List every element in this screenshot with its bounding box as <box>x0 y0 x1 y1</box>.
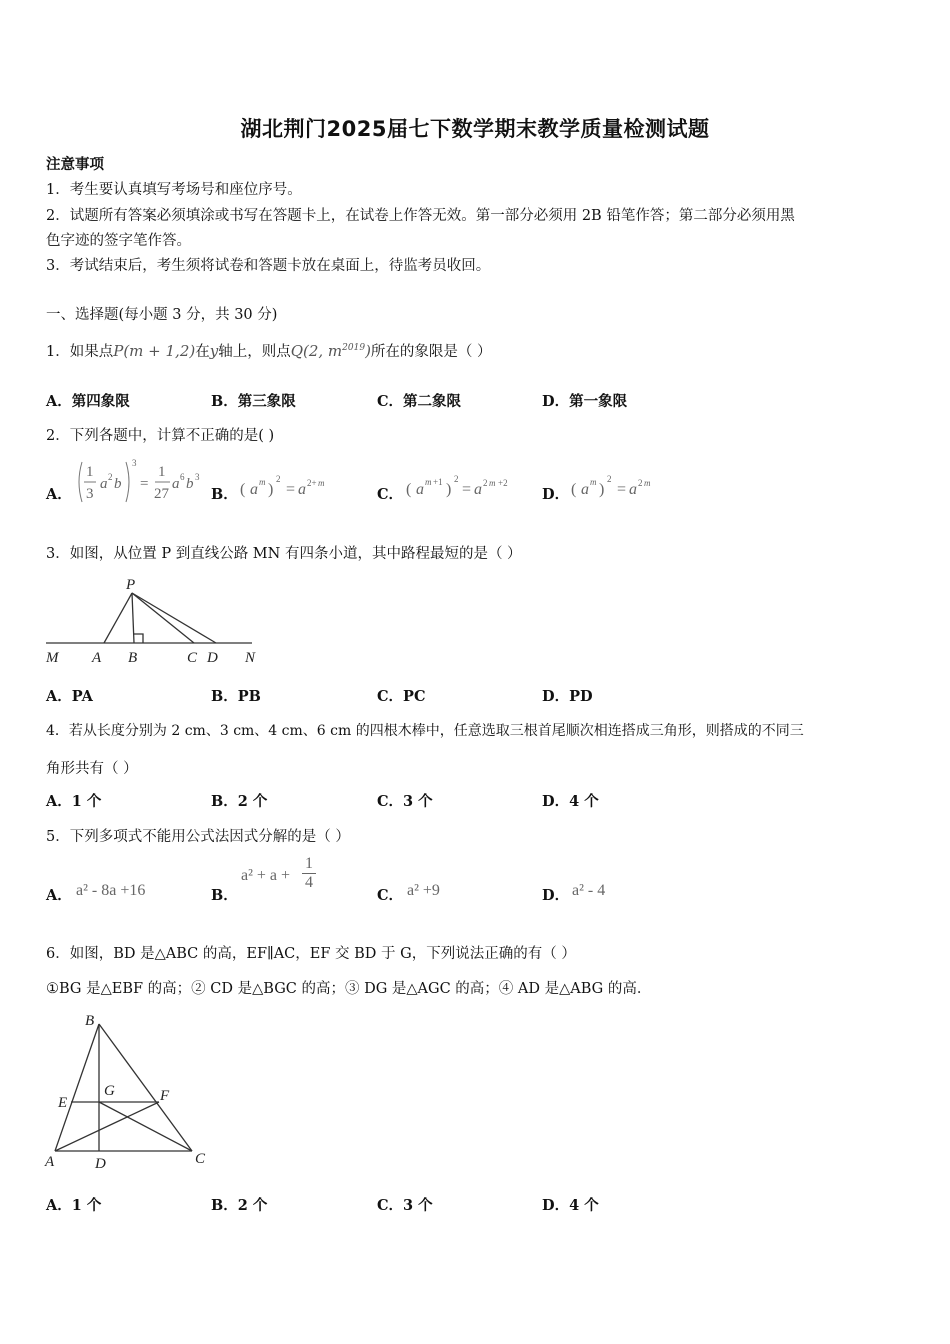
q5-option-b-fraction: 1 4 <box>302 855 316 892</box>
q1-pre: 如果点 <box>69 344 114 360</box>
svg-text:a: a <box>474 481 482 498</box>
page-title: 湖北荆门2025届七下数学期末教学质量检测试题 <box>240 117 710 141</box>
q4-option-c[interactable]: C．3 个 <box>377 793 433 810</box>
q6-option-c[interactable]: C．3 个 <box>377 1197 433 1214</box>
notice-item-2: 2．试题所有答案必须填涂或书写在答题卡上，在试卷上作答无效。第一部分必须用 2B 铅笔作答；第二部分必须用黑 <box>46 208 795 224</box>
q5-option-b-label[interactable]: B． <box>211 887 238 904</box>
q2-option-a-label[interactable]: A． <box>46 486 72 503</box>
question-2: 2．下列各题中，计算不正确的是( ) <box>46 428 275 444</box>
svg-text:2: 2 <box>108 472 113 482</box>
question-4-line-2: 角形共有（ ） <box>46 761 138 777</box>
q2-option-b-label[interactable]: B． <box>211 486 238 503</box>
q5-option-d-label[interactable]: D． <box>542 887 570 904</box>
notice-item-1: 1．考生要认真填写考场号和座位序号。 <box>46 182 302 198</box>
q5-option-d-expr: a² - 4 <box>572 882 606 899</box>
q3-option-c[interactable]: C．PC <box>377 688 426 705</box>
q6-option-a[interactable]: A．1 个 <box>46 1197 102 1214</box>
svg-text:a: a <box>100 476 108 492</box>
q1-option-d[interactable]: D．第一象限 <box>542 393 628 410</box>
fig3-label-m: M <box>46 650 59 666</box>
svg-text:6: 6 <box>180 472 185 482</box>
q4-option-b[interactable]: B．2 个 <box>211 793 268 810</box>
question-5: 5．下列多项式不能用公式法因式分解的是（ ） <box>46 829 350 845</box>
q1-post: 所在的象限是（ ） <box>370 344 492 360</box>
question-1 <box>46 340 492 361</box>
q1-axis: y <box>209 342 219 360</box>
svg-text:3: 3 <box>86 486 94 502</box>
svg-text:(: ( <box>571 481 577 498</box>
q1-number: 1． <box>46 344 70 360</box>
q5-option-a-expr: a² - 8a +16 <box>76 882 146 899</box>
notice-item-2-cont: 色字迹的签字笔作答。 <box>46 233 191 249</box>
fig3-label-b: B <box>128 650 138 666</box>
question-6-line-2: ①BG 是△EBF 的高；② CD 是△BGC 的高；③ DG 是△AGC 的高；④ AD 是△ABG 的高． <box>46 981 652 997</box>
svg-text:=: = <box>140 476 149 492</box>
svg-text:2: 2 <box>607 474 612 484</box>
fig3-label-d: D <box>207 650 218 666</box>
fig6-label-d: D <box>95 1156 106 1172</box>
fig6-label-a: A <box>45 1154 55 1170</box>
svg-text:(: ( <box>406 481 412 498</box>
fig6-label-e: E <box>58 1095 68 1111</box>
svg-text:a: a <box>581 481 589 498</box>
question-4-line-1: 4．若从长度分别为 2 cm、3 cm、4 cm、6 cm 的四根木棒中，任意选取三根首尾顺次相连搭成三角形，则搭成的不同三 <box>46 723 804 739</box>
question-3: 3．如图，从位置 P 到直线公路 MN 有四条小道，其中路程最短的是（ ） <box>46 546 522 562</box>
svg-text:=: = <box>286 481 296 498</box>
svg-text:2+: 2+ <box>307 478 317 488</box>
svg-text:b: b <box>114 476 122 492</box>
svg-text:3: 3 <box>132 458 137 468</box>
svg-text:2: 2 <box>638 478 643 488</box>
svg-text:a: a <box>250 481 258 498</box>
q1-point-q: Q(2, $m^{2019}$) <box>290 342 371 360</box>
q2-option-c-label[interactable]: C． <box>377 486 404 503</box>
q1-mid2: 轴上，则点 <box>218 344 291 360</box>
q3-option-b[interactable]: B．PB <box>211 688 261 705</box>
q2-option-d-expr <box>569 470 669 506</box>
svg-text:m: m <box>644 478 651 488</box>
q4-option-d[interactable]: D．4 个 <box>542 793 599 810</box>
fig6-label-b: B <box>85 1013 95 1029</box>
svg-text:m: m <box>259 477 266 487</box>
svg-text:27: 27 <box>154 486 169 502</box>
q4-option-a[interactable]: A．1 个 <box>46 793 102 810</box>
svg-text:3: 3 <box>195 472 200 482</box>
svg-text:1: 1 <box>86 464 94 480</box>
fig3-label-p: P <box>126 577 136 593</box>
q1-option-a[interactable]: A．第四象限 <box>46 393 130 410</box>
svg-text:2: 2 <box>276 474 281 484</box>
q1-mid: 在 <box>195 344 210 360</box>
q1-point-p: P(m + 1,2) <box>113 342 196 360</box>
fig6-label-g: G <box>104 1083 115 1099</box>
svg-text:=: = <box>462 481 472 498</box>
fig6-label-f: F <box>160 1088 170 1104</box>
svg-text:m: m <box>489 478 496 488</box>
svg-text:(: ( <box>240 481 246 498</box>
svg-text:a: a <box>629 481 637 498</box>
svg-text:a: a <box>298 481 306 498</box>
fig3-label-c: C <box>187 650 198 666</box>
svg-text:): ) <box>268 481 274 498</box>
q6-figure <box>42 1008 217 1180</box>
svg-text:b: b <box>186 476 194 492</box>
q6-option-b[interactable]: B．2 个 <box>211 1197 268 1214</box>
q1-option-b[interactable]: B．第三象限 <box>211 393 296 410</box>
q6-option-d[interactable]: D．4 个 <box>542 1197 599 1214</box>
svg-text:+2: +2 <box>498 478 508 488</box>
svg-text:=: = <box>617 481 627 498</box>
q2-option-c-expr <box>404 470 524 506</box>
notice-item-3: 3．考试结束后，考生须将试卷和答题卡放在桌面上，待监考员收回。 <box>46 258 491 274</box>
svg-text:): ) <box>599 481 605 498</box>
q3-figure <box>44 574 269 673</box>
q2-option-d-label[interactable]: D． <box>542 486 570 503</box>
fig3-label-n: N <box>245 650 256 666</box>
svg-text:a: a <box>416 481 424 498</box>
q5-option-b-expr: a² + a + <box>241 867 291 884</box>
svg-text:m: m <box>590 477 597 487</box>
svg-text:m: m <box>318 478 325 488</box>
svg-text:a: a <box>172 476 180 492</box>
svg-text:2: 2 <box>454 474 459 484</box>
question-6-line-1: 6．如图，BD 是△ABC 的高，EF∥AC，EF 交 BD 于 G，下列说法正确的有（ ） <box>46 946 576 962</box>
svg-text:m: m <box>425 477 432 487</box>
q5-option-c-label[interactable]: C． <box>377 887 404 904</box>
q5-option-c-expr: a² +9 <box>407 882 440 899</box>
notice-heading: 注意事项 <box>46 157 104 173</box>
q2-option-a-expr <box>74 458 224 510</box>
section-heading: 一、选择题(每小题 3 分，共 30 分) <box>46 307 278 323</box>
fig6-label-c: C <box>195 1151 206 1167</box>
svg-text:2: 2 <box>483 478 488 488</box>
q5-option-a-label[interactable]: A． <box>46 887 72 904</box>
q2-option-b-expr <box>238 470 338 506</box>
svg-text:1: 1 <box>158 464 166 480</box>
q3-option-d[interactable]: D．PD <box>542 688 593 705</box>
q3-option-a[interactable]: A．PA <box>46 688 93 705</box>
fig3-label-a: A <box>92 650 102 666</box>
q1-option-c[interactable]: C．第二象限 <box>377 393 462 410</box>
svg-text:): ) <box>446 481 452 498</box>
svg-text:+1: +1 <box>433 477 443 487</box>
